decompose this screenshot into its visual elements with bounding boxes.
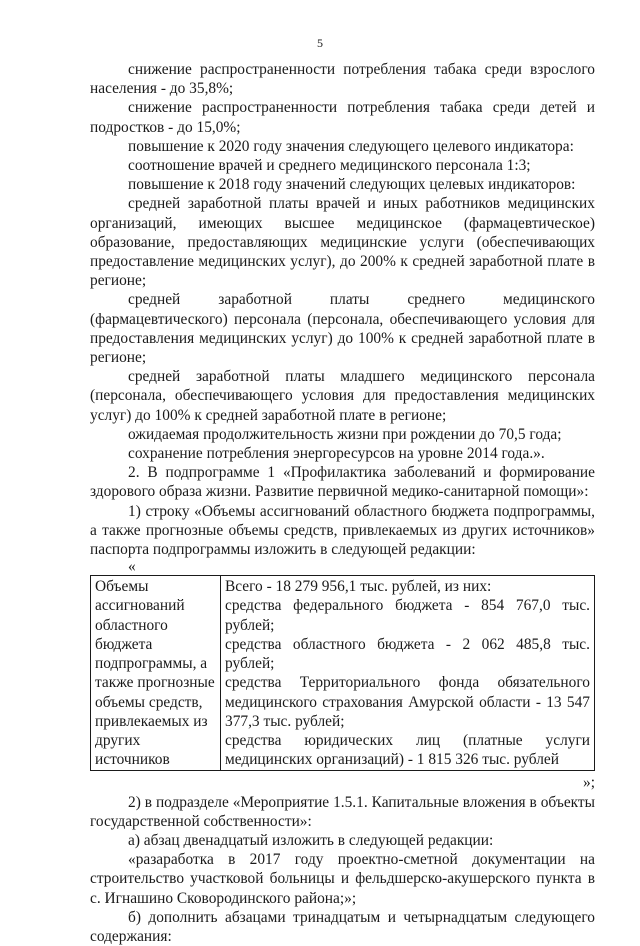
paragraph: средней заработной платы младшего медицинского персонала (персонала, обеспечивающего условия для предоставления медицинских услуг) до 100% к средней заработной плате в регионе; <box>90 368 595 424</box>
label-line: объемы средств, <box>95 693 203 711</box>
funding-total: Всего - 18 279 956,1 тыс. рублей, из них: <box>225 578 492 596</box>
paragraph: снижение распространенности потребления табака среди детей и подростков - до 15,0%; <box>90 99 595 136</box>
funding-legal-entities: средства юридических лиц (платные услуги медицинских организаций) - 1 815 326 тыс. рублей <box>225 731 590 769</box>
opening-quote: « <box>128 558 136 576</box>
label-line: Объемы <box>95 578 149 596</box>
passport-table <box>90 575 595 771</box>
closing-quote: »; <box>583 774 595 792</box>
table-label-cell <box>91 576 221 771</box>
funding-regional: средства областного бюджета - 2 062 485,8 тыс. рублей; <box>225 635 590 673</box>
label-line: подпрограммы, а <box>95 655 208 673</box>
label-line: привлекаемых из <box>95 712 208 730</box>
document-body <box>90 60 595 946</box>
paragraph: «разаработка в 2017 году проектно-сметной документации на строительство участковой больницы и фельдшерско-акушерского пункта в с. Игнашино Сковородинского района;»; <box>90 851 595 907</box>
paragraph: 2) в подразделе «Мероприятие 1.5.1. Капитальные вложения в объекты государственной собственности»: <box>90 793 595 830</box>
section-heading-paragraph: 2. В подпрограмме 1 «Профилактика заболеваний и формирование здорового образа жизни. Развитие первичной медико-санитарной помощи»: <box>90 464 595 501</box>
label-line: ассигнований <box>95 597 185 615</box>
label-line: других <box>95 731 141 749</box>
paragraph: сохранение потребления энергоресурсов на уровне 2014 года.». <box>128 445 545 463</box>
paragraph: ожидаемая продолжительность жизни при рождении до 70,5 года; <box>128 425 562 443</box>
paragraph: средней заработной платы врачей и иных работников медицинских организаций, имеющих высшее медицинское (фармацевтическое) образование, предоставляющих медицинские услуги (обеспечивающих предоставление медицинских услуг), до 200% к средней заработной плате в регионе; <box>90 195 595 290</box>
funding-insurance-fund: средства Территориального фонда обязательного медицинского страхования Амурской области - 13 547 377,3 тыс. рублей; <box>225 674 590 730</box>
paragraph: 1) строку «Объемы ассигнований областного бюджета подпрограммы, а также прогнозные объемы средств, привлекаемых из других источников» паспорта подпрограммы изложить в следующей редакции: <box>90 502 595 559</box>
page-number: 5 <box>317 36 323 50</box>
paragraph: б) дополнить абзацами тринадцатым и четырнадцатым следующего содержания: <box>90 908 595 945</box>
label-line: также прогнозные <box>95 674 215 692</box>
table-value-cell <box>221 576 595 771</box>
label-line: источников <box>95 751 170 769</box>
paragraph: повышение к 2020 году значения следующего целевого индикатора: <box>128 137 574 155</box>
label-line: бюджета <box>95 635 153 653</box>
paragraph: а) абзац двенадцатый изложить в следующей редакции: <box>128 831 494 849</box>
table-row <box>91 576 595 771</box>
paragraph: снижение распространенности потребления табака среди взрослого населения - до 35,8%; <box>90 61 595 98</box>
label-line: областного <box>95 616 168 634</box>
paragraph: средней заработной платы среднего медицинского (фармацевтического) персонала (персонала, обеспечивающего условия для предоставления медицинских услуг) до 100% к средней заработной плате в регионе; <box>90 291 595 367</box>
paragraph: повышение к 2018 году значений следующих целевых индикаторов: <box>128 176 576 194</box>
paragraph: соотношение врачей и среднего медицинского персонала 1:3; <box>128 157 531 175</box>
funding-federal: средства федерального бюджета - 854 767,0 тыс. рублей; <box>225 597 590 634</box>
